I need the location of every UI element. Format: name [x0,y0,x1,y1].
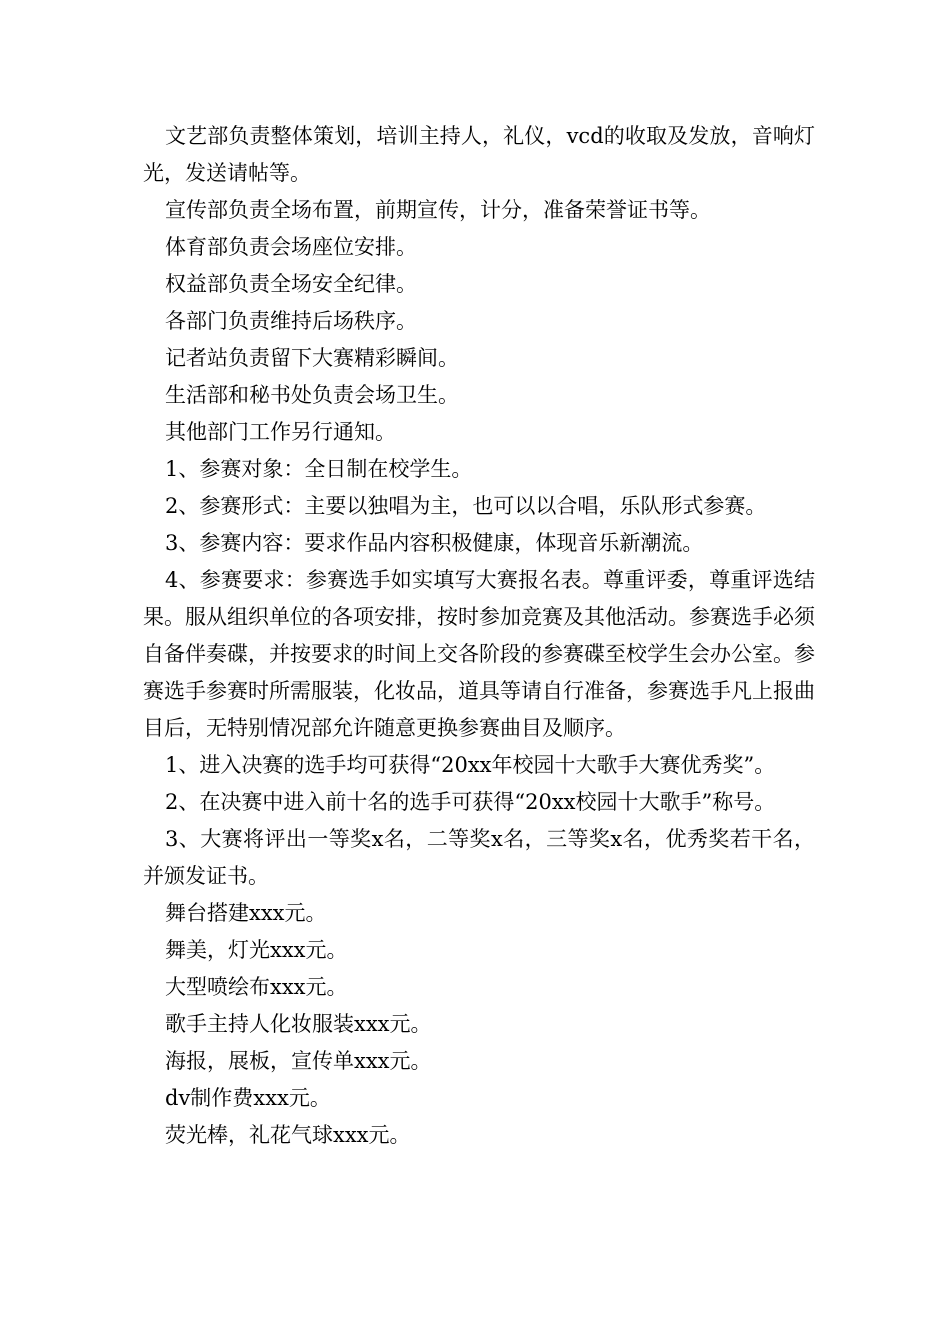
paragraph-content: 3、参赛内容：要求作品内容积极健康，体现音乐新潮流。 [165,531,704,555]
paragraph-budget-glowsticks: 荧光棒，礼花气球xxx元。 [165,1123,411,1147]
paragraph-other-departments: 其他部门工作另行通知。 [165,420,396,444]
paragraph-sports-department: 体育部负责会场座位安排。 [165,235,417,259]
paragraph-all-departments: 各部门负责维持后场秩序。 [165,309,417,333]
paragraph-publicity-department: 宣传部负责全场布置，前期宣传，计分，准备荣誉证书等。 [165,198,711,222]
document-body [143,118,815,1154]
paragraph-budget-lighting: 舞美，灯光xxx元。 [165,938,348,962]
paragraph-award-top-ten: 2、在决赛中进入前十名的选手可获得“20xx校园十大歌手”称号。 [165,790,776,814]
paragraph-budget-banner: 大型喷绘布xxx元。 [165,975,348,999]
paragraph-format: 2、参赛形式：主要以独唱为主，也可以以合唱，乐队形式参赛。 [165,494,767,518]
paragraph-life-department: 生活部和秘书处负责会场卫生。 [165,383,459,407]
paragraph-budget-stage: 舞台搭建xxx元。 [165,901,327,925]
paragraph-art-department: 文艺部负责整体策划，培训主持人，礼仪，vcd的收取及发放，音响灯光，发送请帖等。 [143,124,815,185]
paragraph-participants: 1、参赛对象：全日制在校学生。 [165,457,473,481]
paragraph-award-finalists: 1、进入决赛的选手均可获得“20xx年校园十大歌手大赛优秀奖”。 [165,753,776,777]
paragraph-requirements: 4、参赛要求：参赛选手如实填写大赛报名表。尊重评委，尊重评选结果。服从组织单位的各项安排，按时参加竞赛及其他活动。参赛选手必须自备伴奏碟，并按要求的时间上交各阶段的参赛碟至校学生会办公室。参赛选手参赛时所需服装，化妆品，道具等请自行准备，参赛选手凡上报曲目后，无特别情况部允许随意更换参赛曲目及顺序。 [143,568,815,740]
paragraph-budget-dv: dv制作费xxx元。 [165,1086,331,1110]
paragraph-rights-department: 权益部负责全场安全纪律。 [165,272,417,296]
paragraph-press-station: 记者站负责留下大赛精彩瞬间。 [165,346,459,370]
paragraph-budget-makeup: 歌手主持人化妆服装xxx元。 [165,1012,432,1036]
paragraph-award-prizes: 3、大赛将评出一等奖x名，二等奖x名，三等奖x名，优秀奖若干名，并颁发证书。 [143,827,815,888]
paragraph-budget-posters: 海报，展板，宣传单xxx元。 [165,1049,432,1073]
